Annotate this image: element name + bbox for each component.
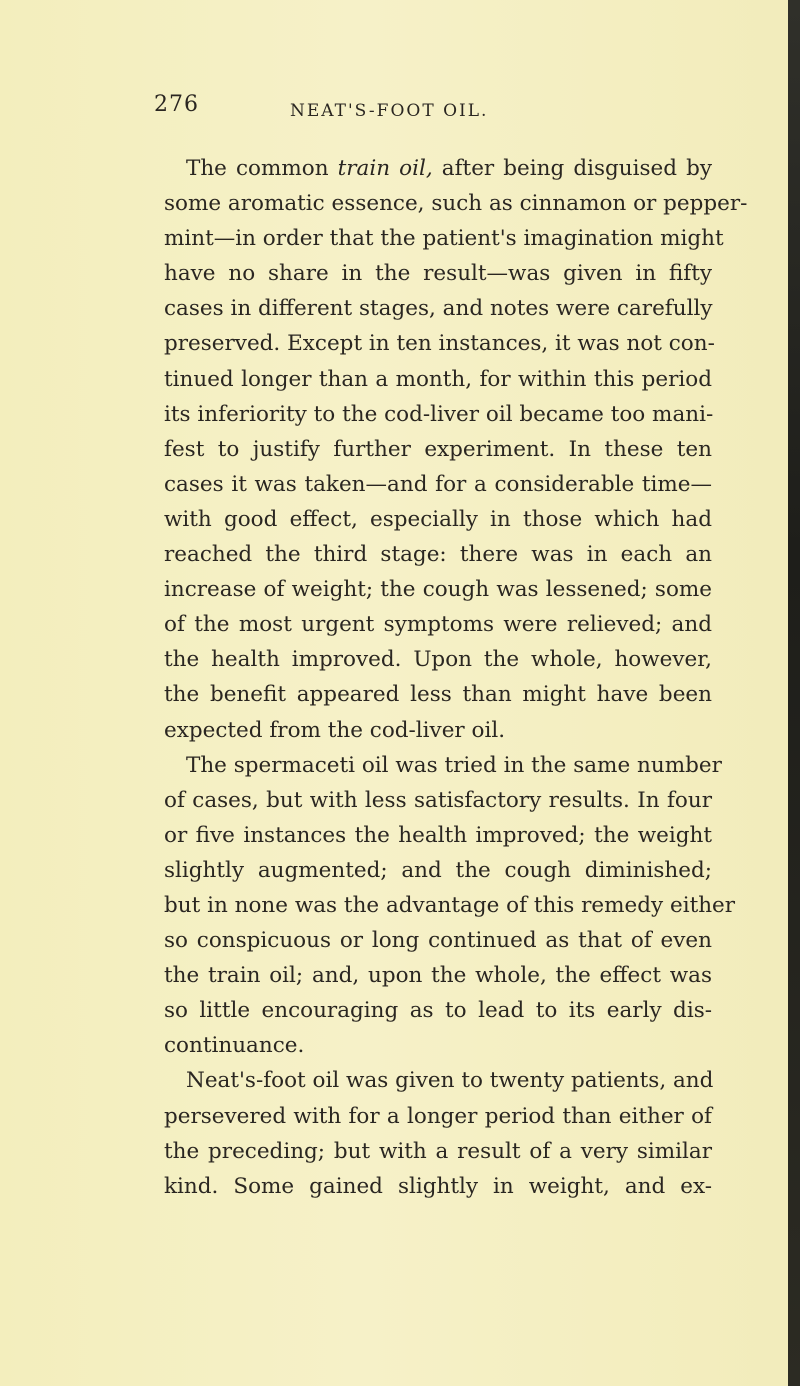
text-line: cases it was taken—and for a considerable time— — [164, 471, 712, 497]
text-line: reached the third stage: there was in each an — [164, 542, 712, 568]
text-line: but in none was the advantage of this remedy either — [164, 892, 736, 918]
page-header — [0, 92, 800, 132]
text-line: so conspicuous or long continued as that of even — [164, 928, 712, 954]
text-line: some aromatic essence, such as cinnamon or pepper- — [164, 191, 748, 217]
text-line: slightly augmented; and the cough diminished; — [164, 857, 712, 883]
text-line: the benefit appeared less than might have been — [164, 682, 712, 708]
text-line: of the most urgent symptoms were relieved; and — [164, 612, 712, 638]
text-line: of cases, but with less satisfactory results. In four — [164, 787, 712, 813]
text-line: The spermaceti oil was tried in the same number — [186, 752, 722, 778]
running-head: NEAT'S-FOOT OIL. — [290, 101, 489, 121]
text-line: continuance. — [164, 1033, 305, 1059]
text-line: Neat's-foot oil was given to twenty patients, and — [186, 1068, 714, 1094]
body-text — [164, 151, 748, 1204]
text-line: the preceding; but with a result of a very similar — [164, 1138, 712, 1164]
text-line: fest to justify further experiment. In these ten — [164, 436, 712, 462]
page-edge-shadow — [788, 0, 800, 1386]
text-line: cases in different stages, and notes were carefully — [164, 296, 713, 322]
text-line: or five instances the health improved; the weight — [164, 822, 712, 848]
paragraph-train-oil — [164, 151, 748, 748]
text-line: persevered with for a longer period than either of — [164, 1103, 712, 1129]
text-line: kind. Some gained slightly in weight, and ex- — [164, 1173, 712, 1199]
paragraph-spermaceti-oil — [164, 748, 736, 1064]
text-line: expected from the cod-liver oil. — [164, 717, 506, 743]
text-line: tinued longer than a month, for within this period — [164, 366, 712, 392]
text-line: mint—in order that the patient's imagination might — [164, 226, 724, 252]
text-line: have no share in the result—was given in fifty — [164, 261, 712, 287]
text-line: its inferiority to the cod-liver oil became too mani- — [164, 401, 714, 427]
text-line: with good effect, especially in those which had — [164, 506, 712, 532]
text-line: increase of weight; the cough was lessened; some — [164, 577, 712, 603]
text-line: preserved. Except in ten instances, it was not con- — [164, 331, 715, 357]
text-line: the train oil; and, upon the whole, the effect was — [164, 963, 712, 989]
text-line: the health improved. Upon the whole, however, — [164, 647, 712, 673]
page-number: 276 — [154, 92, 199, 117]
paragraph-neats-foot-oil — [164, 1063, 714, 1203]
text-line: so little encouraging as to lead to its early dis- — [164, 998, 712, 1024]
text-line: The common train oil, after being disguised by — [186, 156, 712, 181]
